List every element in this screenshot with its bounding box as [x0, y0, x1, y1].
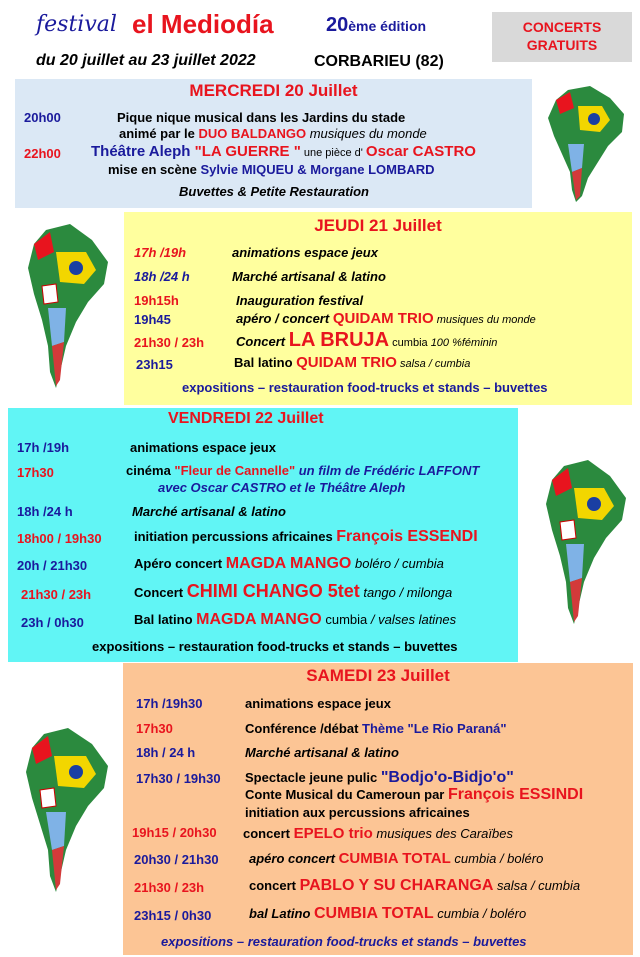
genre: musiques du monde	[433, 314, 536, 326]
day-panel-samedi	[123, 663, 633, 955]
event-line	[245, 786, 583, 804]
event-time: 17h /19h	[134, 245, 187, 260]
artist-name: MAGDA MANGO	[225, 555, 352, 572]
day-title: VENDREDI 22 Juillet	[168, 410, 324, 427]
edition	[326, 14, 426, 37]
conference-theme: Thème "Le Rio Paraná"	[362, 721, 507, 736]
artist-name: PABLO Y SU CHARANGA	[299, 877, 494, 894]
event-time: 22h00	[24, 146, 61, 161]
event-line	[245, 769, 514, 787]
artist-name: François ESSINDI	[447, 786, 584, 803]
event-time: 20h / 21h30	[17, 558, 88, 573]
event-text: une pièce d'	[300, 147, 366, 159]
badge-line-2: GRATUITS	[526, 37, 598, 53]
event-text: Marché artisanal & latino	[232, 269, 386, 284]
event-text: animations espace jeux	[130, 440, 276, 455]
event-time: 19h15 / 20h30	[132, 825, 217, 840]
event-line	[249, 850, 543, 867]
day-panel-vendredi	[8, 408, 518, 662]
event-text: avec Oscar CASTRO et le Théâtre Aleph	[158, 480, 406, 495]
free-concerts-badge	[492, 12, 632, 62]
artist-name: LA BRUJA	[288, 329, 390, 351]
artist-name: DUO BALDANGO	[198, 126, 307, 141]
genre: / valses latines	[370, 612, 457, 627]
event-text: un film de Frédéric LAFFONT	[295, 463, 480, 478]
event-text: animé par le	[119, 126, 199, 141]
event-text: mise en scène	[108, 162, 201, 177]
festival-place: CORBARIEU (82)	[314, 53, 444, 70]
day-title: SAMEDI 23 Juillet	[306, 666, 450, 685]
south-america-flag-map-icon	[538, 84, 630, 206]
artist-name: Sylvie MIQUEU & Morgane LOMBARD	[200, 162, 435, 177]
genre: boléro / cumbia	[351, 556, 444, 571]
event-time: 17h /19h	[17, 440, 70, 455]
event-time: 18h /24 h	[134, 269, 190, 284]
event-time: 18h00 / 19h30	[17, 531, 102, 546]
event-text: Conférence /débat	[245, 721, 363, 736]
event-line	[245, 721, 507, 736]
event-time: 20h00	[24, 110, 61, 125]
show-title: "Bodjo'o-Bidjo'o"	[380, 769, 514, 786]
event-text: Bal latino	[234, 355, 297, 370]
event-text: concert	[249, 878, 300, 893]
event-time: 23h15 / 0h30	[134, 908, 212, 923]
event-time: 21h30 / 23h	[134, 880, 205, 895]
day-title: JEUDI 21 Juillet	[314, 216, 442, 235]
day-panel-jeudi	[124, 212, 632, 405]
badge-line-1: CONCERTS	[522, 19, 602, 35]
south-america-flag-map-icon	[538, 458, 630, 630]
artist-name: MAGDA MANGO	[196, 611, 322, 628]
event-text: concert	[243, 826, 294, 841]
artist-name: CUMBIA TOTAL	[314, 905, 434, 922]
event-time: 18h / 24 h	[136, 745, 196, 760]
event-text: animations espace jeux	[245, 696, 391, 711]
edition-suffix: ème édition	[348, 18, 427, 34]
event-line	[134, 528, 478, 546]
panel-footer: Buvettes & Petite Restauration	[179, 184, 369, 199]
event-line	[119, 126, 427, 141]
south-america-flag-map-icon	[18, 726, 114, 896]
event-text: Bal latino	[134, 612, 197, 627]
artist-name: François ESSENDI	[336, 528, 478, 545]
event-time: 19h45	[134, 312, 171, 327]
event-time: 19h15h	[134, 293, 179, 308]
event-line	[134, 611, 456, 629]
event-time: 17h30	[136, 721, 173, 736]
event-text: apéro concert	[249, 851, 339, 866]
event-text: initiation percussions africaines	[134, 529, 337, 544]
genre: cumbia / boléro	[433, 906, 527, 921]
event-line	[134, 581, 452, 602]
artist-name: CHIMI CHANGO 5tet	[186, 581, 360, 601]
festival-dates: du 20 juillet au 23 juillet 2022	[36, 52, 256, 69]
panel-footer: expositions – restauration food-trucks et stands – buvettes	[182, 380, 548, 395]
event-line	[249, 905, 526, 923]
event-text: Spectacle jeune pulic	[245, 770, 381, 785]
event-time: 18h /24 h	[17, 504, 73, 519]
event-text: animations espace jeux	[232, 245, 378, 260]
day-panel-mercredi	[15, 79, 532, 208]
event-text: Inauguration festival	[236, 293, 364, 308]
event-line	[243, 825, 513, 842]
film-title: "Fleur de Cannelle"	[174, 463, 296, 478]
south-america-flag-map-icon	[20, 222, 112, 394]
event-text: Conte Musical du Cameroun par	[245, 787, 448, 802]
event-line	[91, 143, 476, 160]
event-time: 21h30 / 23h	[21, 587, 92, 602]
festival-name: el Mediodía	[132, 9, 274, 39]
event-text: cinéma	[126, 463, 175, 478]
event-time: 17h30 / 19h30	[136, 771, 221, 786]
event-time: 17h /19h30	[136, 696, 203, 711]
event-text: Marché artisanal & latino	[245, 745, 399, 760]
artist-name: Oscar CASTRO	[365, 143, 476, 160]
event-line	[234, 354, 470, 371]
event-time: 20h30 / 21h30	[134, 852, 219, 867]
genre: cumbia	[321, 612, 371, 627]
event-time: 23h / 0h30	[21, 615, 84, 630]
artist-name: QUIDAM TRIO	[296, 354, 397, 371]
event-text: Concert	[236, 334, 289, 349]
event-time: 17h30	[17, 465, 54, 480]
event-text: initiation aux percussions africaines	[245, 805, 470, 820]
genre: cumbia	[389, 337, 431, 349]
event-line	[134, 555, 444, 573]
event-line	[126, 463, 479, 478]
event-text: Concert	[134, 585, 187, 600]
event-text: Apéro concert	[134, 556, 226, 571]
event-line	[249, 877, 580, 895]
genre: salsa / cumbia	[396, 358, 471, 370]
genre: 100 %féminin	[430, 337, 498, 349]
event-text: Pique nique musical dans les Jardins du stade	[117, 110, 406, 125]
artist-name: CUMBIA TOTAL	[338, 850, 451, 867]
genre: salsa / cumbia	[493, 878, 581, 893]
artist-name: EPELO trio	[293, 825, 373, 842]
genre: musiques des Caraïbes	[372, 826, 513, 841]
event-text: Théâtre Aleph	[91, 143, 195, 160]
event-time: 21h30 / 23h	[134, 335, 205, 350]
genre: tango / milonga	[359, 585, 453, 600]
event-text: bal Latino	[249, 906, 314, 921]
panel-footer: expositions – restauration food-trucks et stands – buvettes	[161, 934, 527, 949]
event-text: apéro / concert	[236, 311, 333, 326]
genre: cumbia / boléro	[450, 851, 544, 866]
show-title: "LA GUERRE "	[194, 143, 301, 160]
edition-number: 20	[326, 14, 349, 36]
event-line	[236, 329, 497, 352]
panel-footer: expositions – restauration food-trucks et stands – buvettes	[92, 639, 458, 654]
festival-word: festival	[36, 12, 117, 37]
event-line	[236, 310, 536, 327]
genre: musiques du monde	[306, 126, 427, 141]
event-line	[108, 162, 435, 177]
day-title: MERCREDI 20 Juillet	[189, 81, 358, 100]
event-text: Marché artisanal & latino	[132, 504, 286, 519]
artist-name: QUIDAM TRIO	[332, 310, 434, 327]
event-time: 23h15	[136, 357, 173, 372]
